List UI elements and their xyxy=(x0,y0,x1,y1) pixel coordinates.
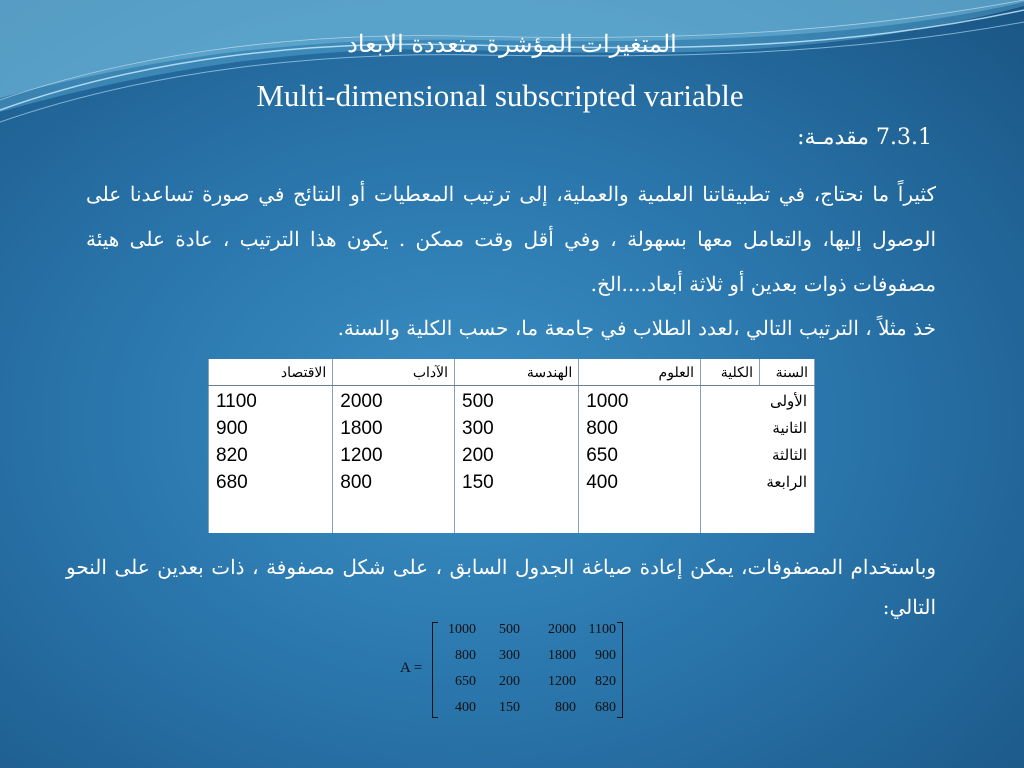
matrix-cell: 500 xyxy=(499,622,520,637)
science-value: 400 xyxy=(586,472,618,493)
science-value: 800 xyxy=(586,418,618,439)
matrix-label: A = xyxy=(400,660,423,676)
matrix-cell: 800 xyxy=(455,648,476,663)
engineering-value: 150 xyxy=(462,472,494,493)
matrix-cell: 200 xyxy=(499,674,520,689)
engineering-cell xyxy=(455,386,579,534)
engineering-value: 500 xyxy=(462,391,494,412)
matrix-cell: 820 xyxy=(595,674,616,689)
year-2: الثانية xyxy=(772,420,807,437)
economics-value: 1100 xyxy=(216,391,257,412)
matrix-right-bracket xyxy=(617,622,623,718)
year-4: الرابعة xyxy=(766,474,807,491)
economics-value: 900 xyxy=(216,418,248,439)
matrix-cell: 400 xyxy=(455,700,476,715)
science-cell xyxy=(579,386,701,534)
arts-value: 1200 xyxy=(340,445,383,466)
matrix-cell: 150 xyxy=(499,700,520,715)
matrix-cell: 1200 xyxy=(548,674,576,689)
arts-value: 2000 xyxy=(340,391,383,412)
science-value: 1000 xyxy=(586,391,629,412)
matrix-cell: 1100 xyxy=(588,622,616,637)
years-cell xyxy=(701,386,815,534)
economics-value: 680 xyxy=(216,472,248,493)
matrix-cell: 680 xyxy=(595,700,616,715)
arts-cell xyxy=(333,386,455,534)
header-economics: الاقتصاد xyxy=(209,359,333,386)
students-table xyxy=(208,359,815,533)
slide-title-arabic: المتغيرات المؤشرة متعددة الابعاد xyxy=(347,30,677,58)
matrix-cell: 800 xyxy=(555,700,576,715)
economics-value: 820 xyxy=(216,445,248,466)
intro-paragraph: كثيراً ما نحتاج، في تطبيقاتنا العلمية والعملية، إلى ترتيب المعطيات أو النتائج في صورة تساعدنا على الوصول إليها، والتعامل معها بسهولة ، وفي أقل وقت ممكن . يكون هذا الترتيب ، عادة على هيئة مصفوفات ذوات بعدين أو ثلاثة أبعاد....الخ. xyxy=(86,182,936,296)
arts-value: 800 xyxy=(340,472,372,493)
matrix-cell: 900 xyxy=(595,648,616,663)
slide-title-english: Multi-dimensional subscripted variable xyxy=(256,78,744,113)
matrix-cell: 1000 xyxy=(448,622,476,637)
engineering-value: 200 xyxy=(462,445,494,466)
matrix-cell: 1800 xyxy=(548,648,576,663)
header-science: العلوم xyxy=(579,359,701,386)
year-3: الثالثة xyxy=(772,447,807,464)
matrix-cell: 300 xyxy=(499,648,520,663)
economics-cell xyxy=(209,386,333,534)
header-engineering: الهندسة xyxy=(455,359,579,386)
science-value: 650 xyxy=(586,445,618,466)
example-paragraph: خذ مثلاً ، الترتيب التالي ،لعدد الطلاب في جامعة ما، حسب الكلية والسنة. xyxy=(337,316,936,340)
table-row xyxy=(209,386,815,534)
decorative-waves xyxy=(0,0,1024,140)
matrix-paragraph: وباستخدام المصفوفات، يمكن إعادة صياغة الجدول السابق ، على شكل مصفوفة ، ذات بعدين على النحو التالي: xyxy=(66,555,936,619)
year-1: الأولى xyxy=(769,393,807,410)
header-college: الكلية xyxy=(701,359,760,386)
arts-value: 1800 xyxy=(340,418,383,439)
matrix-cell: 2000 xyxy=(548,622,576,637)
engineering-value: 300 xyxy=(462,418,494,439)
header-year: السنة xyxy=(760,359,815,386)
table-header-row xyxy=(209,359,815,386)
matrix-a xyxy=(400,620,630,720)
header-arts: الآداب xyxy=(333,359,455,386)
section-heading: 7.3.1 مقدمـة: xyxy=(797,125,932,150)
matrix-cell: 650 xyxy=(455,674,476,689)
